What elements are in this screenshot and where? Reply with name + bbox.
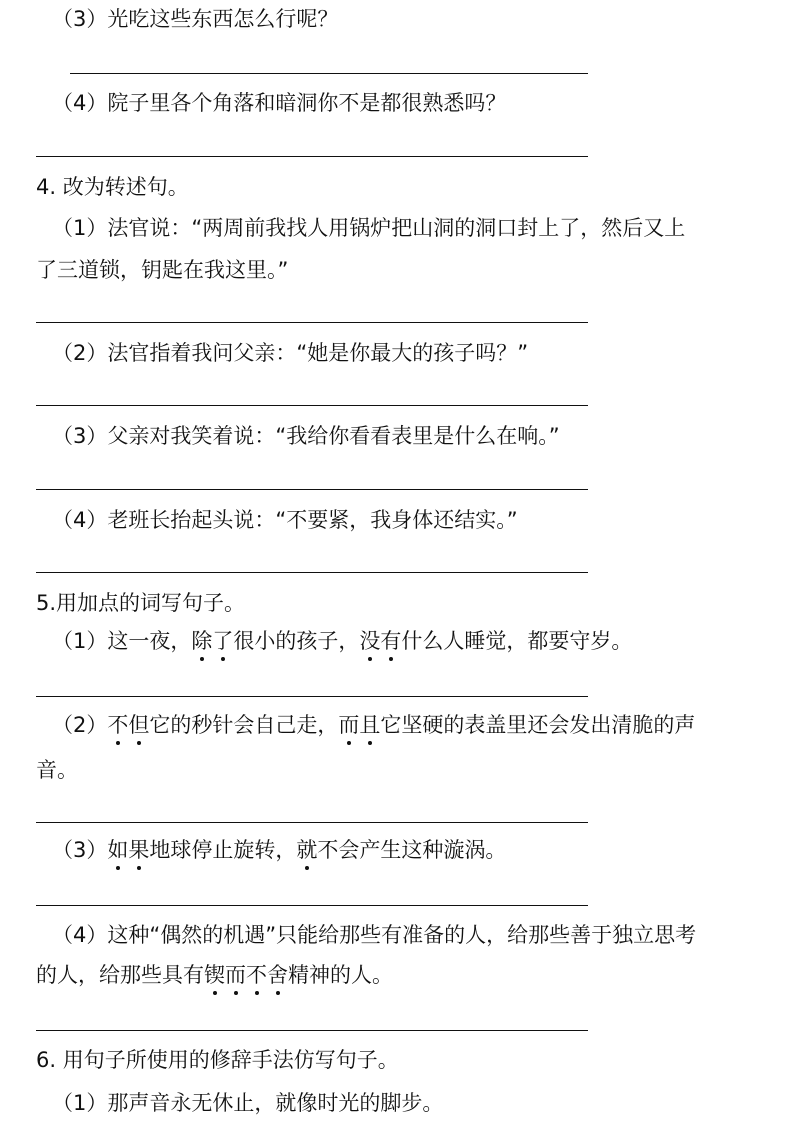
dotted-char: 而 [338,710,359,740]
dotted-char: 且 [359,710,380,740]
dotted-char: 锲 [204,960,225,990]
q5-item1: （1）这一夜，除了很小的孩子，没有什么人睡觉，都要守岁。 [52,626,632,656]
q5-item4-line2: 的人，给那些具有锲而不舍精神的人。 [36,960,393,990]
q5-item4-line1: （4）这种“偶然的机遇”只能给那些有准备的人，给那些善于独立思考 [52,923,697,947]
dotted-char: 果 [128,835,149,865]
q5-item2-line2: 音。 [36,758,78,782]
answer-line[interactable] [36,405,588,406]
dotted-char: 了 [212,626,233,656]
q3-item4: （4）院子里各个角落和暗洞你不是都很熟悉吗？ [52,91,507,115]
q6-item1: （1）那声音永无休止，就像时光的脚步。 [52,1091,444,1115]
answer-line[interactable] [36,489,588,490]
dotted-char: 不 [246,960,267,990]
q3-item3: （3）光吃这些东西怎么行呢？ [52,7,339,31]
dotted-char: 舍 [267,960,288,990]
q4-title: 4. 改为转述句。 [36,175,189,199]
answer-line[interactable] [36,572,588,573]
dotted-char: 有 [380,626,401,656]
q6-title: 6. 用句子所使用的修辞手法仿写句子。 [36,1048,399,1072]
answer-line[interactable] [36,156,588,157]
q4-item3: （3）父亲对我笑着说：“我给你看看表里是什么在响。” [52,424,560,448]
q5-item2-line1: （2）不但它的秒针会自己走，而且它坚硬的表盖里还会发出清脆的声 [52,710,695,740]
answer-line[interactable] [36,822,588,823]
dotted-char: 但 [128,710,149,740]
answer-line[interactable] [36,1030,588,1031]
dotted-char: 而 [225,960,246,990]
q5-title: 5.用加点的词写句子。 [36,591,246,615]
dotted-char: 就 [296,835,317,865]
q4-item4: （4）老班长抬起头说：“不要紧，我身体还结实。” [52,508,518,532]
q4-item1-line1: （1）法官说：“两周前我找人用锅炉把山洞的洞口封上了，然后又上 [52,216,686,240]
q4-item2: （2）法官指着我问父亲：“她是你最大的孩子吗？” [52,341,529,365]
dotted-char: 没 [359,626,380,656]
answer-line[interactable] [36,322,588,323]
dotted-char: 不 [107,710,128,740]
q5-item3: （3）如果地球停止旋转，就不会产生这种漩涡。 [52,835,506,865]
answer-line[interactable] [70,73,588,74]
answer-line[interactable] [36,696,588,697]
q4-item1-line2: 了三道锁，钥匙在我这里。” [36,258,289,282]
dotted-char: 如 [107,835,128,865]
answer-line[interactable] [36,905,588,906]
dotted-char: 除 [191,626,212,656]
